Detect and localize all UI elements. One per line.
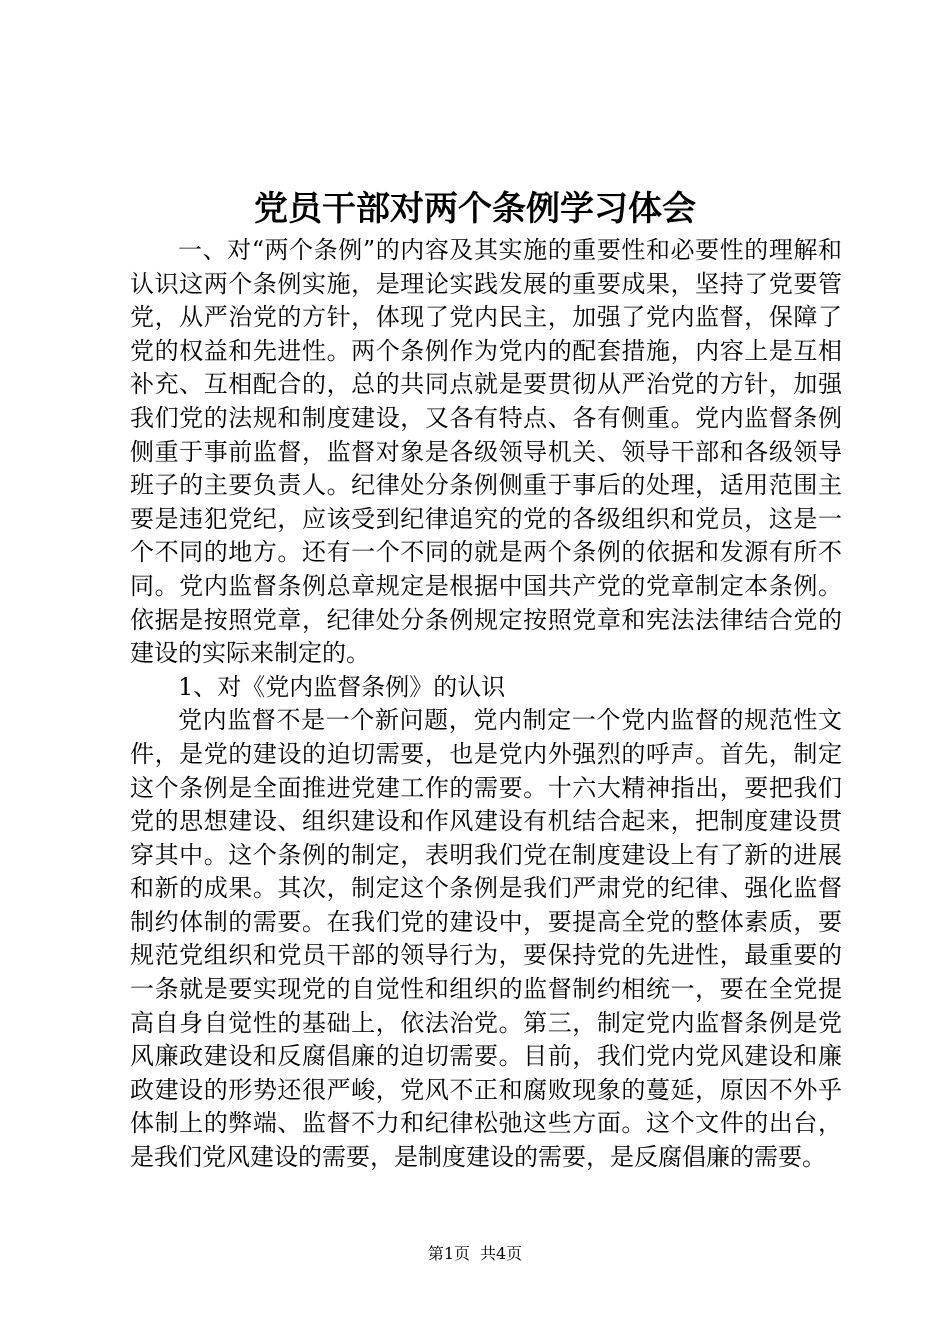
section-heading: 1、对《党内监督条例》的认识 <box>178 672 506 701</box>
page-number: 第1页 <box>427 1244 470 1263</box>
document-body <box>130 234 842 1175</box>
document-title: 党员干部对两个条例学习体会 <box>254 189 696 229</box>
paragraph-intro: 一、对“两个条例”的内容及其实施的重要性和必要性的理解和认识这两个条例实施，是理论实践发展的重要成果，坚持了党要管党，从严治党的方针，体现了党内民主，加强了党内监督，保障了党的权益和先进性。两个条例作为党内的配套措施，内容上是互相补充、互相配合的，总的共同点就是要贯彻从严治党的方针，加强我们党的法规和制度建设，又各有特点、各有侧重。党内监督条例侧重于事前监督，监督对象是各级领导机关、领导干部和各级领导班子的主要负责人。纪律处分条例侧重于事后的处理，适用范围主要是违犯党纪，应该受到纪律追究的党的各级组织和党员，这是一个不同的地方。还有一个不同的就是两个条例的依据和发源有所不同。党内监督条例总章规定是根据中国共产党的党章制定本条例。依据是按照党章，纪律处分条例规定按照党章和宪法法律结合党的建设的实际来制定的。 <box>130 236 842 668</box>
page-count: 共4页 <box>480 1244 523 1263</box>
page-footer <box>0 1243 950 1265</box>
paragraph-supervision: 党内监督不是一个新问题，党内制定一个党内监督的规范性文件，是党的建设的迫切需要，也是党内外强烈的呼声。首先，制定这个条例是全面推进党建工作的需要。十六大精神指出，要把我们党的思想建设、组织建设和作风建设有机结合起来，把制度建设贯穿其中。这个条例的制定，表明我们党在制度建设上有了新的进展和新的成果。其次，制定这个条例是我们严肃党的纪律、强化监督制约体制的需要。在我们党的建设中，要提高全党的整体素质，要规范党组织和党员干部的领导行为，要保持党的先进性，最重要的一条就是要实现党的自觉性和组织的监督制约相统一，要在全党提高自身自觉性的基础上，依法治党。第三，制定党内监督条例是党风廉政建设和反腐倡廉的迫切需要。目前，我们党内党风建设和廉政建设的形势还很严峻，党风不正和腐败现象的蔓延，原因不外乎体制上的弊端、监督不力和纪律松弛这些方面。这个文件的出台，是我们党风建设的需要，是制度建设的需要，是反腐倡廉的需要。 <box>130 706 842 1172</box>
